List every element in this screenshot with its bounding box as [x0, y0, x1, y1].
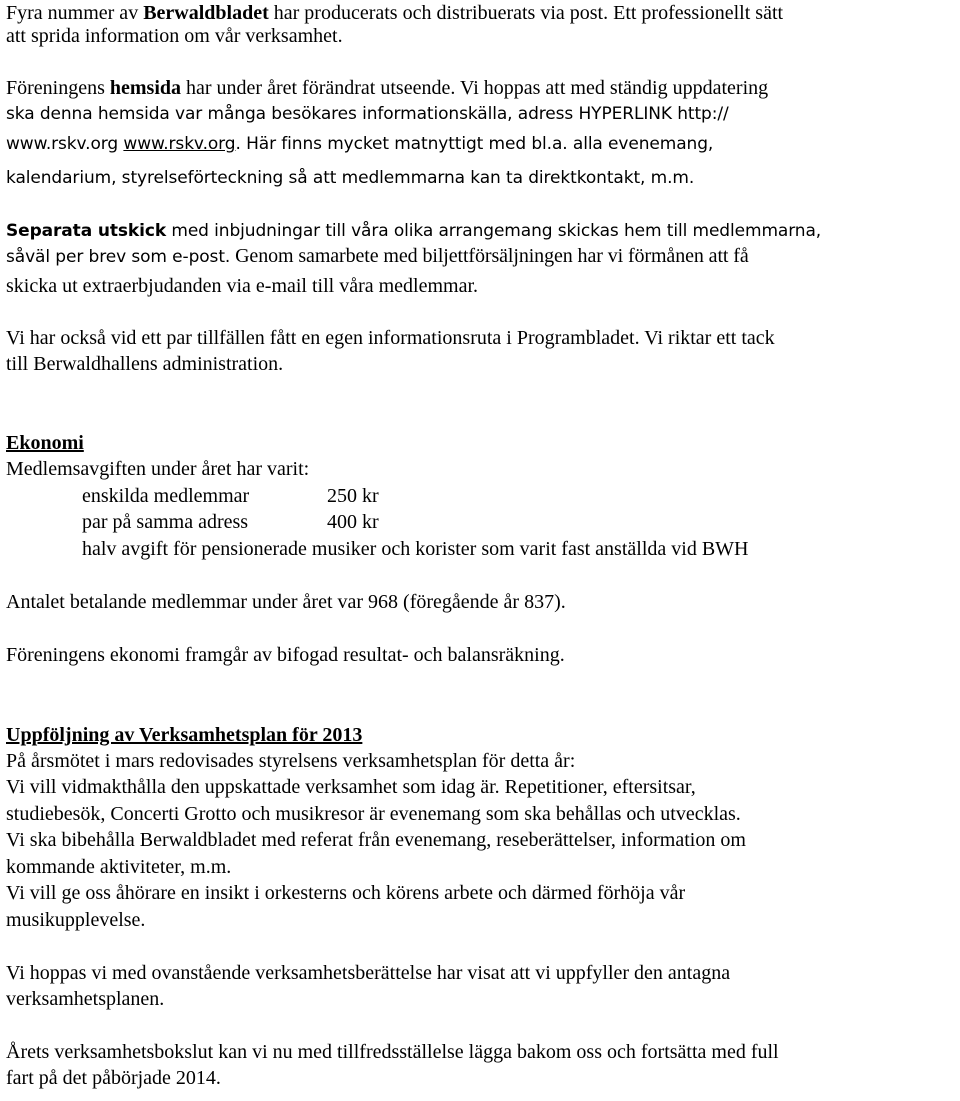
followup-line: På årsmötet i mars redovisades styrelsens verksamhetsplan för detta år: — [6, 750, 576, 772]
followup-line: Vi ska bibehålla Berwaldbladet med referat från evenemang, reseberättelser, information om — [6, 829, 746, 851]
followup-line: studiebesök, Concerti Grotto och musikresor är evenemang som ska behållas och utvecklas. — [6, 803, 741, 825]
fee-amount: 250 kr — [327, 485, 379, 507]
website-link[interactable]: www.rskv.org — [123, 134, 236, 154]
program-line-2: till Berwaldhallens administration. — [6, 353, 284, 375]
economy-report: Föreningens ekonomi framgår av bifogad resultat- och balansräkning. — [6, 644, 565, 666]
mailings-text: såväl per brev som e-post. — [6, 247, 231, 267]
hemsida-bold: hemsida — [109, 77, 182, 99]
closing-line-1: Vi hoppas vi med ovanstående verksamhetsberättelse har visat att vi uppfyller den antagna — [6, 962, 731, 984]
fee-label: par på samma adress — [82, 511, 249, 533]
web-text: . Här finns mycket matnyttigt med bl.a. alla evenemang, — [235, 134, 714, 154]
fee-row-couple — [82, 509, 248, 535]
mailings-text: med inbjudningar till våra olika arrangemang skickas hem till medlemmarna, — [166, 221, 822, 241]
followup-line: musikupplevelse. — [6, 909, 146, 931]
fee-label: enskilda medlemmar — [82, 485, 250, 507]
fee-amount: 400 kr — [327, 511, 379, 533]
final-line-1: Årets verksamhetsbokslut kan vi nu med tillfredsställelse lägga bakom oss och fortsätta med full — [6, 1041, 779, 1063]
web-text: www.rskv.org — [6, 134, 124, 154]
mailings-line-3: skicka ut extraerbjudanden via e-mail till våra medlemmar. — [6, 275, 479, 297]
followup-line: kommande aktiviteter, m.m. — [6, 856, 232, 878]
web-line-4: kalendarium, styrelseförteckning så att medlemmarna kan ta direktkontakt, m.m. — [6, 168, 695, 188]
members-count: Antalet betalande medlemmar under året var 968 (föregående år 837). — [6, 591, 566, 613]
mailings-text: Genom samarbete med biljettförsäljningen har vi förmånen att få — [230, 245, 749, 267]
program-line-1: Vi har också vid ett par tillfällen fått en egen informationsruta i Programbladet. Vi riktar ett tack — [6, 327, 775, 349]
web-text: Föreningens — [6, 77, 110, 99]
intro-line-2: att sprida information om vår verksamhet. — [6, 25, 343, 47]
closing-line-2: verksamhetsplanen. — [6, 988, 165, 1010]
followup-heading: Uppföljning av Verksamhetsplan för 2013 — [6, 724, 363, 746]
followup-line: Vi vill vidmakthålla den uppskattade verksamhet som idag är. Repetitioner, eftersitsar, — [6, 776, 696, 798]
mailings-line-1 — [6, 218, 821, 244]
economy-heading: Ekonomi — [6, 432, 84, 454]
separata-utskick-bold: Separata utskick — [6, 221, 167, 241]
web-line-1 — [6, 75, 768, 101]
web-line-3 — [6, 131, 713, 157]
followup-line: Vi vill ge oss åhörare en insikt i orkesterns och körens arbete och därmed förhöja vår — [6, 882, 686, 904]
intro-text: Fyra nummer av — [6, 2, 144, 24]
fee-row-half: halv avgift för pensionerade musiker och korister som varit fast anställda vid BWH — [82, 538, 749, 560]
berwaldbladet-bold: Berwaldbladet — [143, 2, 269, 24]
intro-text: har producerats och distribuerats via post. Ett professionellt sätt — [268, 2, 784, 24]
web-line-2: ska denna hemsida var många besökares informationskälla, adress HYPERLINK http:// — [6, 104, 729, 124]
final-line-2: fart på det påbörjade 2014. — [6, 1067, 221, 1089]
economy-intro: Medlemsavgiften under året har varit: — [6, 458, 310, 480]
mailings-line-2 — [6, 243, 749, 270]
fee-row-single — [82, 483, 249, 509]
web-text: har under året förändrat utseende. Vi hoppas att med ständig uppdatering — [181, 77, 769, 99]
